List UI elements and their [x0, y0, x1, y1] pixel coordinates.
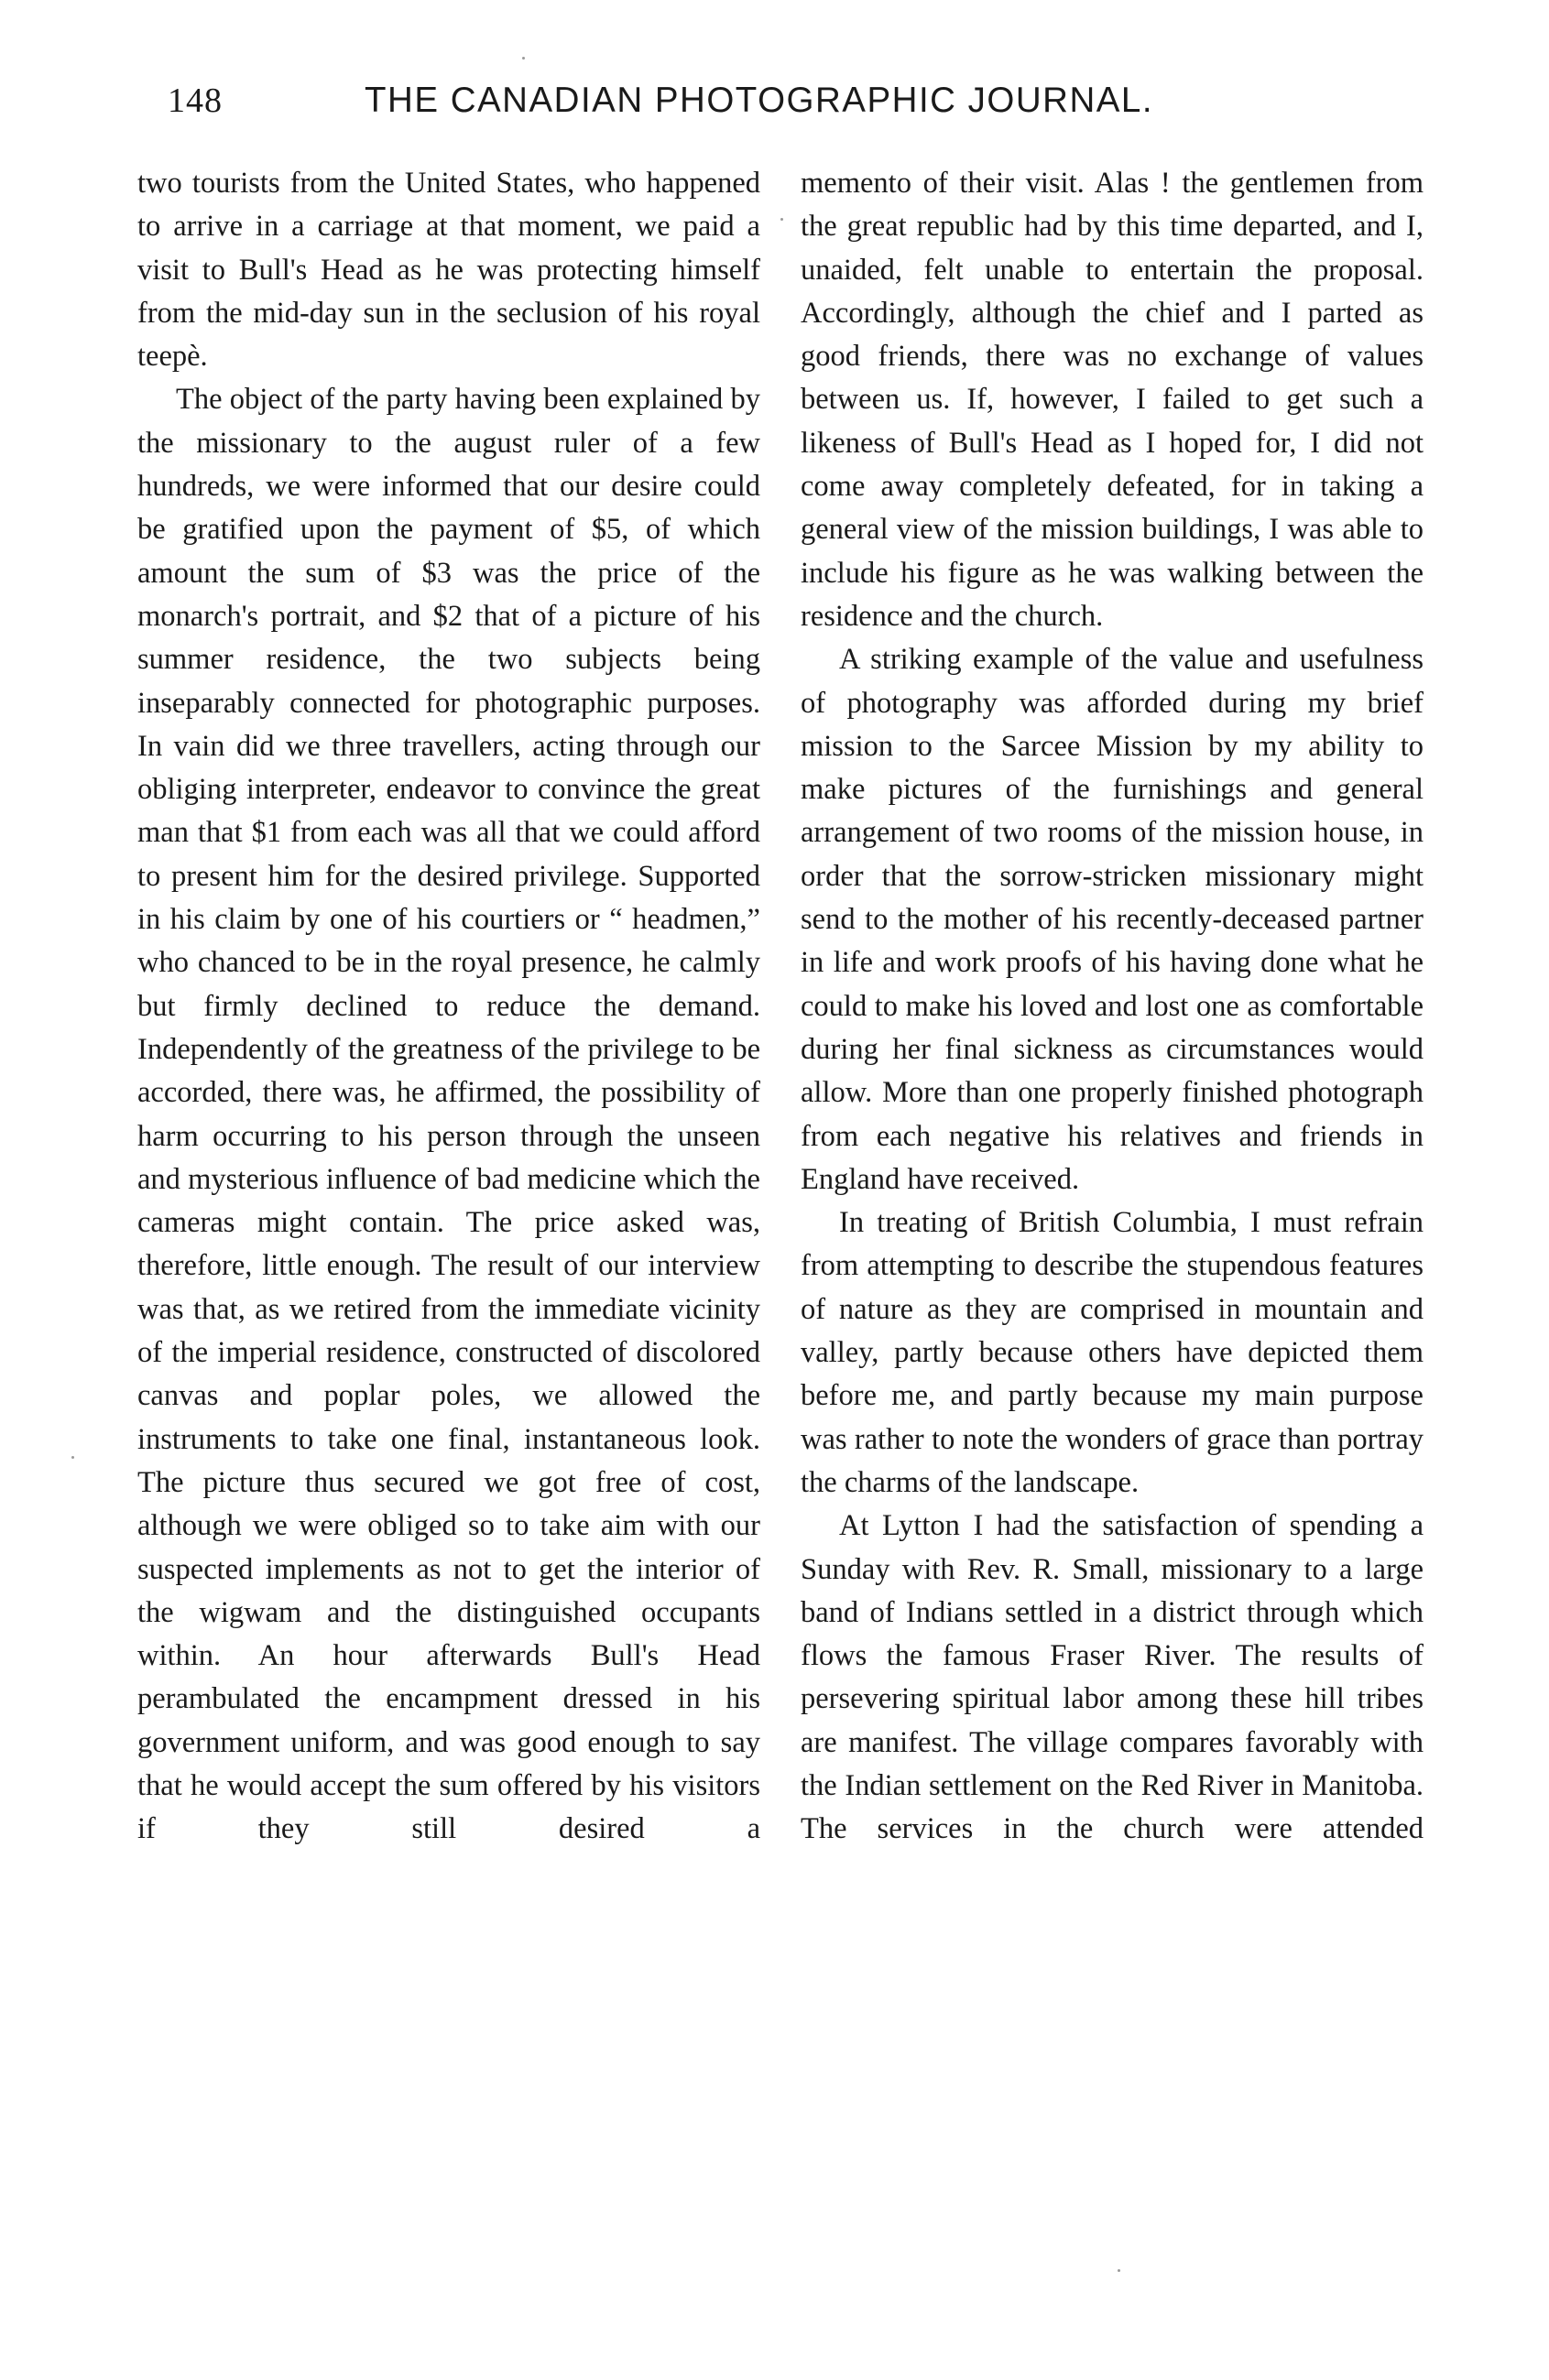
right-column: [801, 162, 1424, 1852]
paragraph: At Lytton I had the satisfaction of spending a Sunday with Rev. R. Small, missionary to a large band of Indians settled in a district through which flows the famous Fraser River. The results of persevering spiritual labor among these hill tribes are manifest. The village compares favorably with the Indian settlement on the Red River in Manitoba. The services in the church were attended: [801, 1509, 1424, 1846]
paragraph: memento of their visit. Alas ! the gentlemen from the great republic had by this time departed, and I, unaided, felt unable to entertain the proposal. Accordingly, although the chief and I parted as good friends, there was no exchange of values between us. If, however, I failed to get such a likeness of Bull's Head as I hoped for, I did not come away completely defeated, for in taking a general view of the mission buildings, I was able to include his figure as he was walking between the residence and the church.: [801, 167, 1424, 633]
scan-speck: [780, 218, 783, 221]
paragraph: In treating of British Columbia, I must refrain from attempting to describe the stupendous features of nature as they are comprised in mountain and valley, partly because others have depicted them before me, and partly because my main purpose was rather to note the wonders of grace than portray the charms of the landscape.: [801, 1206, 1424, 1499]
paragraph: The object of the party having been explained by the missionary to the august ruler of a few hundreds, we were informed that our desire could be gratified upon the payment of $5, of which amount the sum of $3 was the price of the monarch's portrait, and $2 that of a picture of his summer residence, the two subjects being inseparably connected for photographic purposes. In vain did we three travellers, acting through our obliging interpreter, endeavor to convince the great man that $1 from each was all that we could afford to present him for the desired privilege. Supported in his claim by one of his courtiers or “ headmen,” who chanced to be in the royal presence, he calmly but firmly declined to reduce the demand. Independently of the greatness of the privilege to be accorded, there was, he affirmed, the possibility of harm occurring to his person through the unseen and mysterious influence of bad medicine which the cameras might contain. The price asked was, therefore, little enough. The result of our interview was that, as we retired from the immediate vicinity of the imperial residence, constructed of discolored canvas and poplar poles, we allowed the instruments to take one final, instantaneous look. The picture thus secured we got free of cost, although we were obliged so to take aim with our suspected implements as not to get the interior of the wigwam and the distinguished occupants within. An hour afterwards Bull's Head perambulated the encampment dressed in his government uniform, and was good enough to say that he would accept the sum offered by his visitors if they still desired a: [137, 383, 760, 1846]
left-column: [137, 162, 760, 1852]
journal-title: THE CANADIAN PHOTOGRAPHIC JOURNAL.: [365, 81, 1154, 120]
paragraph: A striking example of the value and usefulness of photography was afforded during my brief mission to the Sarcee Mission by my ability to make pictures of the furnishings and general arrangement of two rooms of the mission house, in order that the sorrow-stricken missionary might send to the mother of his recently-deceased partner in life and work proofs of his having done what he could to make his loved and lost one as comfortable during her final sickness as circumstances would allow. More than one properly finished photograph from each negative his relatives and friends in England have received.: [801, 643, 1424, 1196]
page-header: [168, 81, 1468, 136]
scan-speck: [71, 1456, 74, 1459]
page-number: 148: [168, 82, 223, 120]
scan-speck: [1118, 2269, 1120, 2272]
scan-speck: [522, 57, 525, 60]
paragraph: two tourists from the United States, who happened to arrive in a carriage at that moment, we paid a visit to Bull's Head as he was protecting himself from the mid-day sun in the seclusion of his royal teepè.: [137, 167, 760, 374]
